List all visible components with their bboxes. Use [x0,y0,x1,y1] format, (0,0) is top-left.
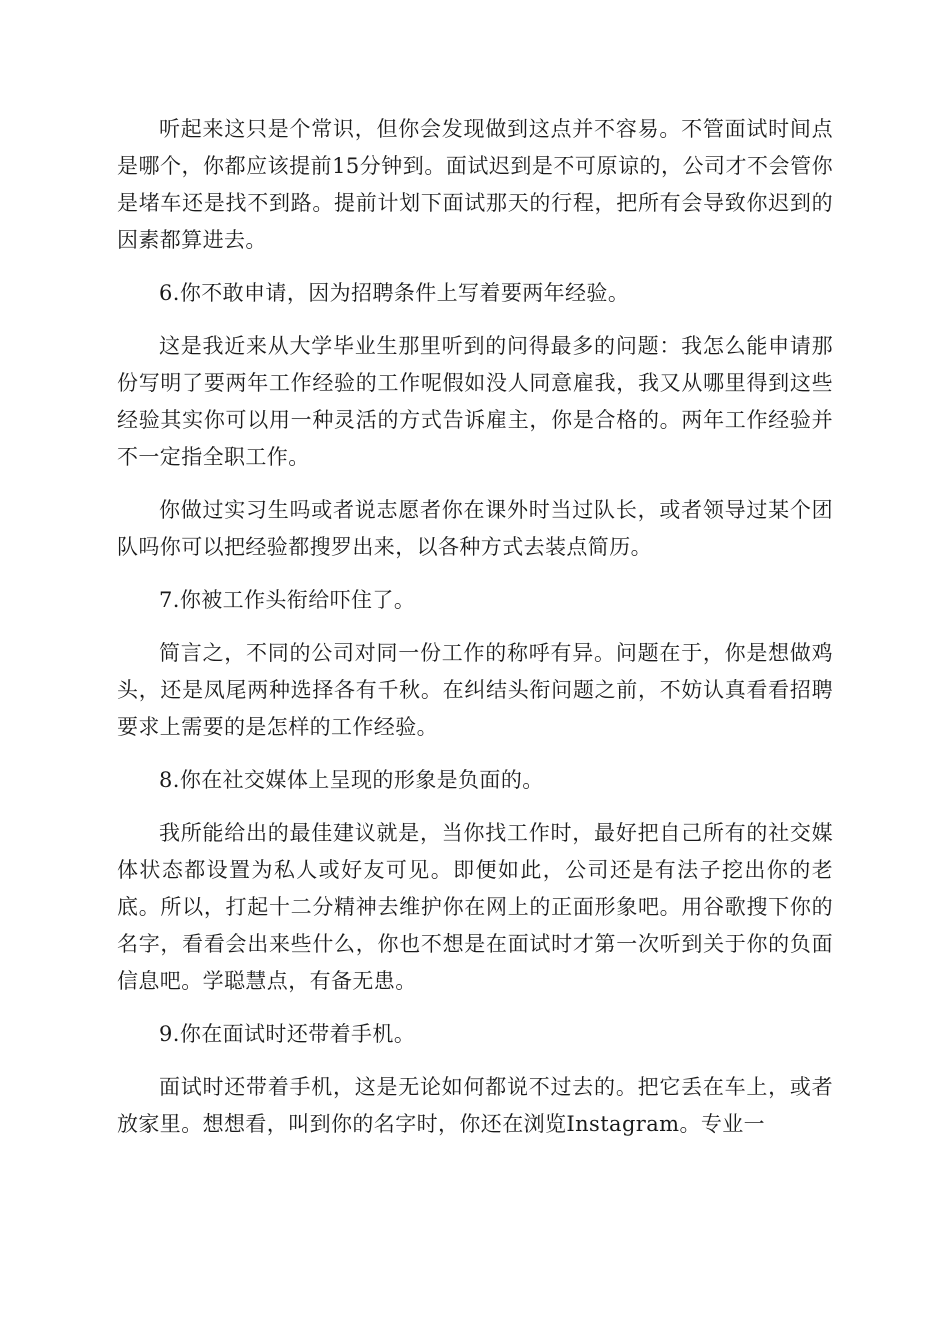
paragraph-phone-interview: 面试时还带着手机，这是无论如何都说不过去的。把它丢在车上，或者放家里。想想看，叫到你的名字时，你还在浏览Instagram。专业一 [117,1075,833,1136]
section-heading-8: 8.你在社交媒体上呈现的形象是负面的。 [159,768,544,792]
document-body [117,111,833,1159]
paragraph-experience-requirement: 这是我近来从大学毕业生那里听到的问得最多的问题：我怎么能申请那份写明了要两年工作经验的工作呢假如没人同意雇我，我又从哪里得到这些经验其实你可以用一种灵活的方式告诉雇主，你是合格的。两年工作经验并不一定指全职工作。 [117,334,833,469]
section-heading-6: 6.你不敢申请，因为招聘条件上写着要两年经验。 [159,281,630,305]
section-heading-9: 9.你在面试时还带着手机。 [159,1022,416,1046]
paragraph-social-media: 我所能给出的最佳建议就是，当你找工作时，最好把自己所有的社交媒体状态都设置为私人或好友可见。即便如此，公司还是有法子挖出你的老底。所以，打起十二分精神去维护你在网上的正面形象吧。用谷歌搜下你的名字，看看会出来些什么，你也不想是在面试时才第一次听到关于你的负面信息吧。学聪慧点，有备无患。 [117,821,833,993]
paragraph-internship-volunteer: 你做过实习生吗或者说志愿者你在课外时当过队长，或者领导过某个团队吗你可以把经验都搜罗出来，以各种方式去装点简历。 [117,498,833,559]
paragraph-arrive-early: 听起来这只是个常识，但你会发现做到这点并不容易。不管面试时间点是哪个，你都应该提前15分钟到。面试迟到是不可原谅的，公司才不会管你是堵车还是找不到路。提前计划下面试那天的行程，把所有会导致你迟到的因素都算进去。 [117,117,833,252]
section-heading-7: 7.你被工作头衔给吓住了。 [159,588,416,612]
paragraph-job-titles: 简言之，不同的公司对同一份工作的称呼有异。问题在于，你是想做鸡头，还是凤尾两种选择各有千秋。在纠结头衔问题之前，不妨认真看看招聘要求上需要的是怎样的工作经验。 [117,641,833,739]
